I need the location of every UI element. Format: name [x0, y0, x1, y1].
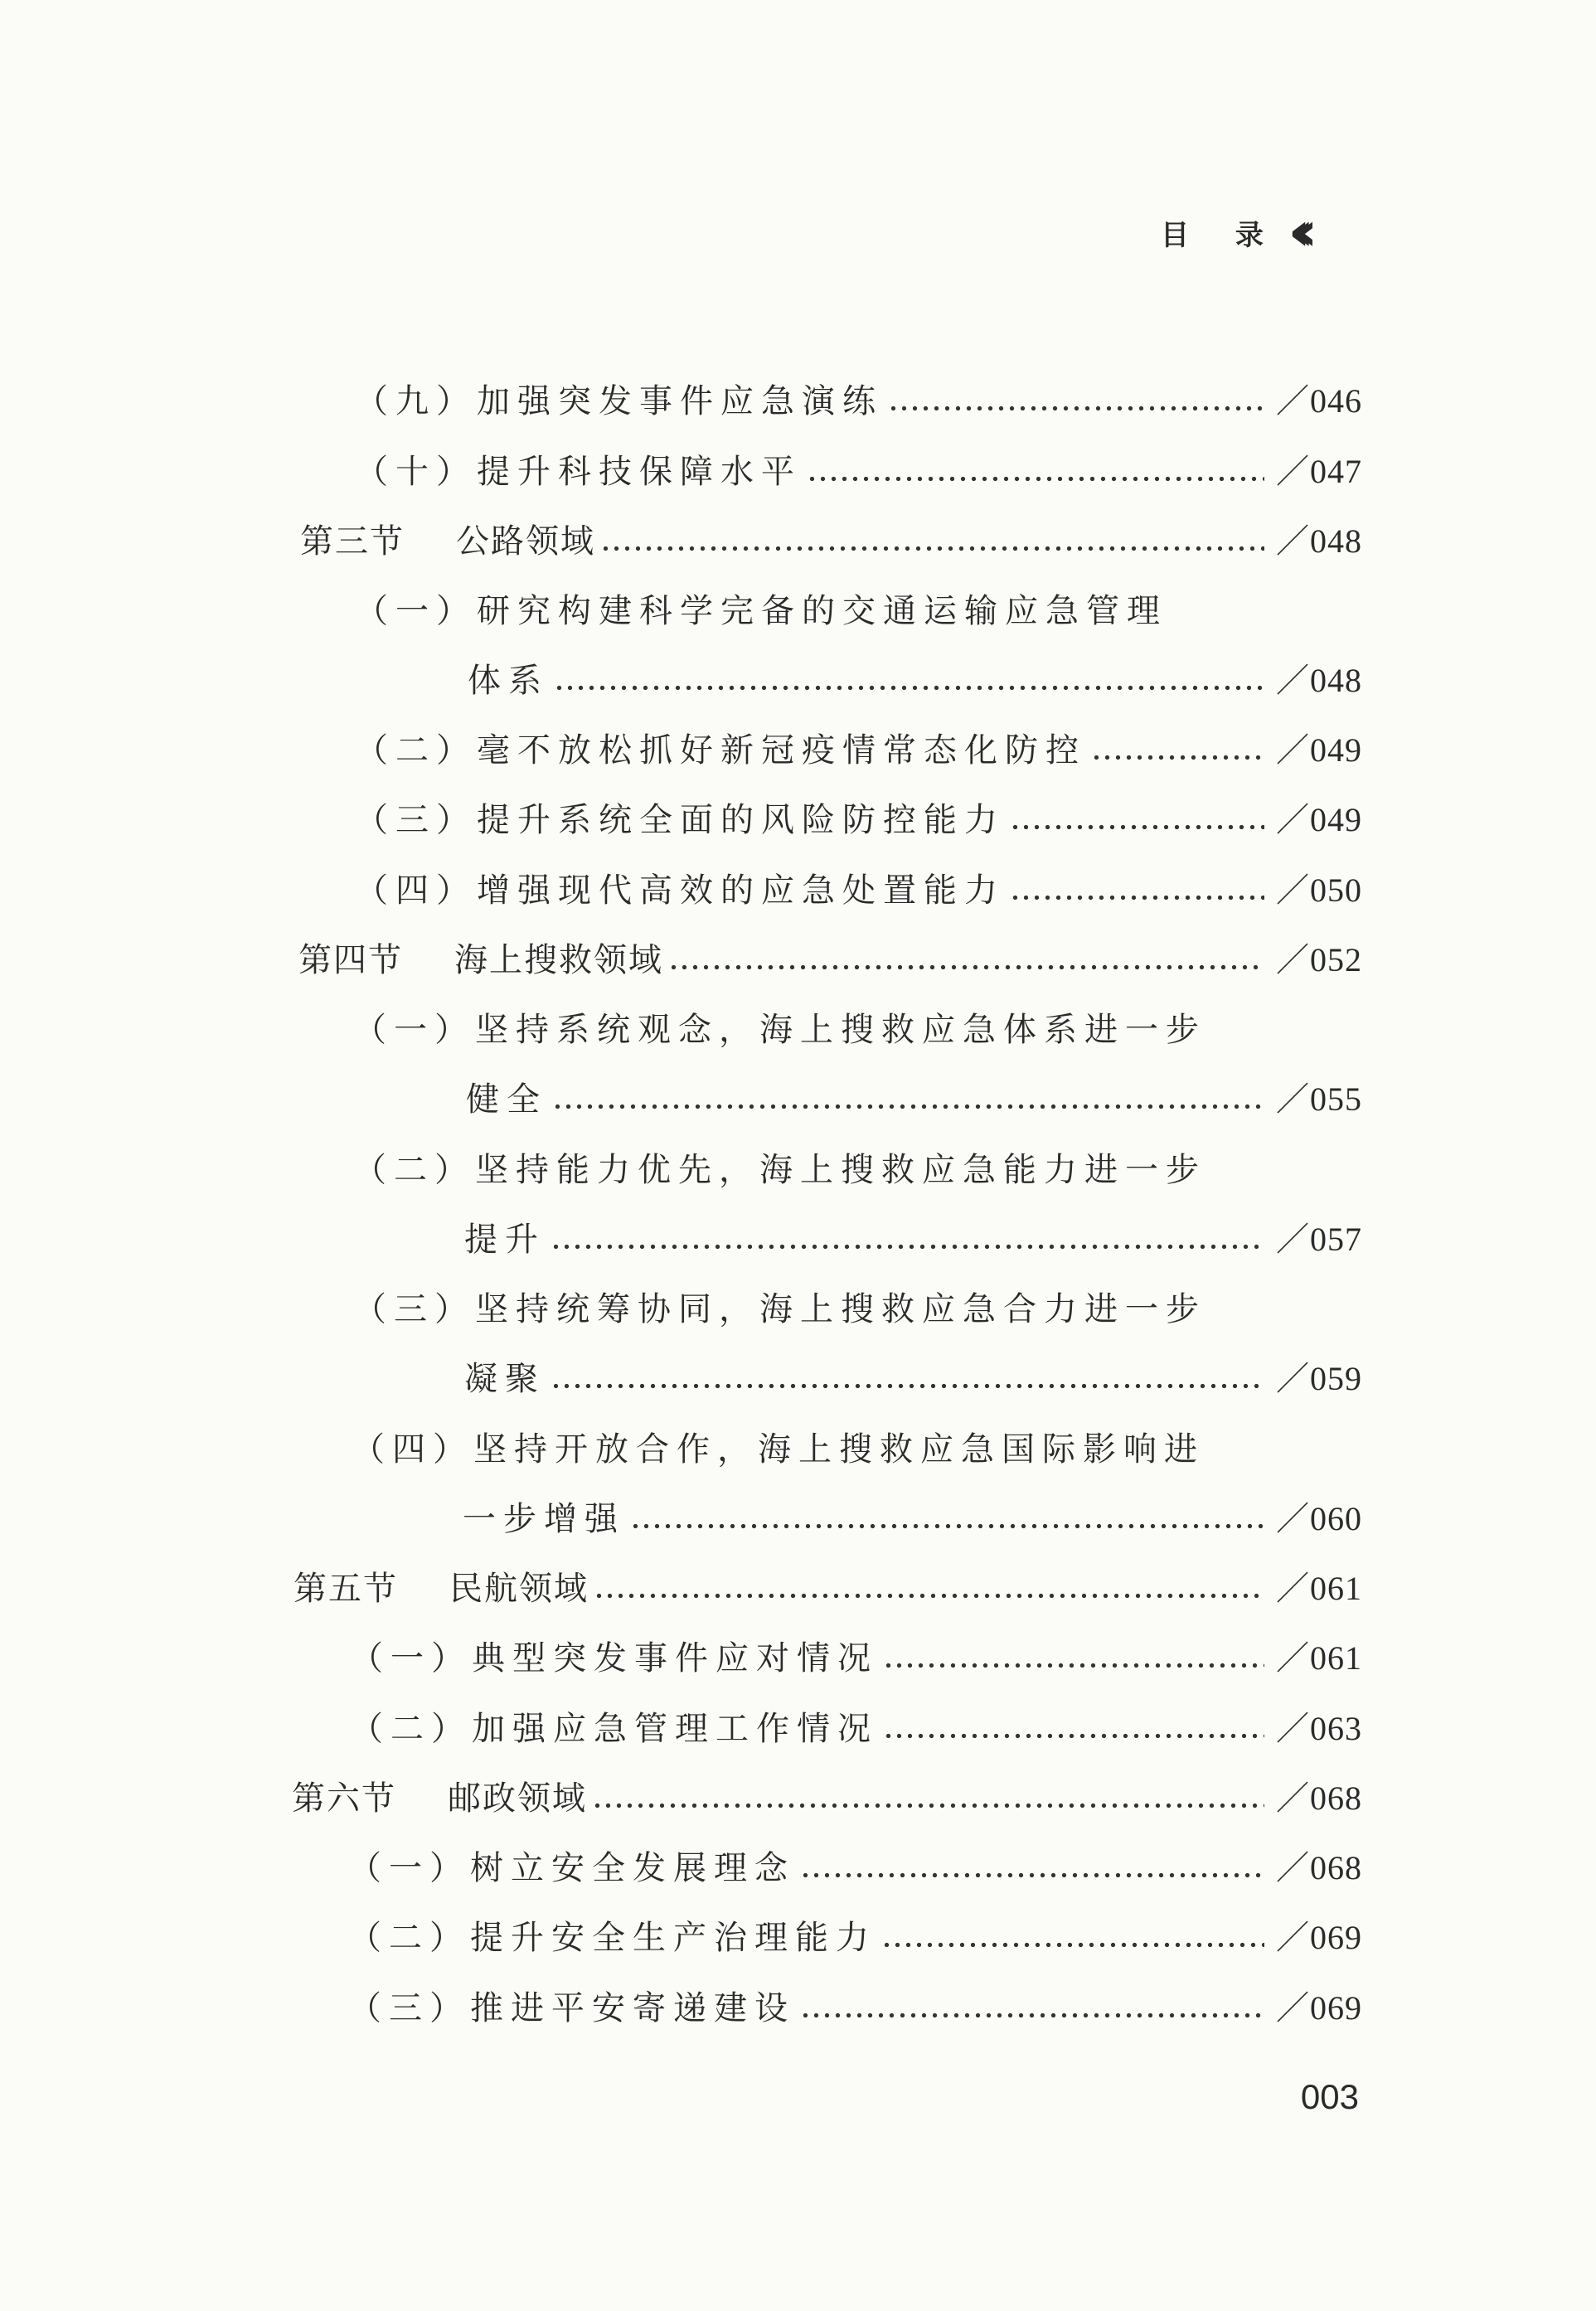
toc-entry[interactable]: [355, 442, 1362, 495]
leader-dots: [668, 940, 1264, 973]
toc-entry-continuation[interactable]: [468, 651, 1362, 704]
triple-chevron-left-icon: ‹‹‹: [1288, 201, 1299, 263]
section-number: 第六节: [292, 1779, 396, 1818]
toc-page-number: ／047: [1276, 452, 1362, 490]
toc-entry-line[interactable]: [355, 581, 1167, 634]
leader-dots: [807, 452, 1264, 485]
toc-entry-continuation[interactable]: [464, 1349, 1362, 1402]
section-number: 第五节: [293, 1569, 398, 1608]
leader-dots: [592, 1779, 1264, 1812]
toc-entry-title: （三）坚持统筹协同，海上搜救应急合力进一步: [353, 1289, 1206, 1328]
leader-dots: [883, 1639, 1264, 1672]
toc-page-number: ／049: [1276, 800, 1362, 838]
leader-dots: [594, 1569, 1264, 1602]
leader-dots: [883, 1709, 1264, 1742]
toc-page-number: ／060: [1276, 1499, 1362, 1537]
toc-page-number: ／049: [1276, 731, 1362, 769]
leader-dots: [800, 1988, 1264, 2022]
toc-page-number: ／069: [1276, 1988, 1362, 2027]
toc-entry[interactable]: [355, 721, 1362, 774]
toc-entry-line[interactable]: [352, 1420, 1205, 1473]
leader-dots: [888, 381, 1264, 415]
leader-dots: [881, 1918, 1264, 1951]
toc-entry[interactable]: [348, 1978, 1362, 2032]
toc-section[interactable]: [298, 930, 1362, 983]
toc-entry-title: （九）加强突发事件应急演练: [355, 381, 883, 420]
toc-entry-title: （四）增强现代高效的应急处置能力: [355, 871, 1005, 910]
leader-dots: [552, 1080, 1264, 1113]
toc-section[interactable]: [300, 512, 1362, 565]
toc-entry-title: （二）毫不放松抓好新冠疫情常态化防控: [355, 731, 1086, 770]
toc-entry-continuation[interactable]: [464, 1210, 1362, 1263]
toc-page-number: ／068: [1276, 1848, 1362, 1886]
toc-entry-title: （四）坚持开放合作，海上搜救应急国际影响进: [352, 1430, 1205, 1469]
toc-page-number: ／048: [1276, 661, 1362, 699]
toc-entry-title: （一）树立安全发展理念: [348, 1848, 795, 1887]
toc-section[interactable]: [293, 1559, 1362, 1612]
leader-dots: [551, 1359, 1264, 1392]
running-head-title: 目 录: [1161, 218, 1282, 252]
toc-entry[interactable]: [350, 1629, 1362, 1682]
toc-entry-title: （二）加强应急管理工作情况: [350, 1709, 878, 1748]
section-title: 海上搜救领域: [454, 940, 663, 979]
toc-page-number: ／061: [1276, 1569, 1362, 1607]
toc-page-number: ／068: [1276, 1779, 1362, 1817]
toc-entry-title: （三）推进平安寄递建设: [348, 1988, 795, 2027]
leader-dots: [630, 1499, 1264, 1532]
leader-dots: [600, 522, 1264, 555]
toc-entry[interactable]: [355, 861, 1362, 914]
toc-entry-title: （一）研究构建科学完备的交通运输应急管理: [355, 591, 1167, 630]
toc-entry[interactable]: [355, 790, 1362, 843]
toc-entry[interactable]: [348, 1838, 1362, 1891]
section-title: 邮政领域: [448, 1779, 587, 1818]
toc-entry-continuation[interactable]: [463, 1489, 1362, 1542]
toc-page-number: ／052: [1276, 940, 1362, 978]
toc-entry-title: 凝聚: [464, 1359, 546, 1398]
toc-entry-continuation[interactable]: [466, 1070, 1362, 1123]
toc-entry-line[interactable]: [353, 1140, 1206, 1193]
toc-entry-title: 一步增强: [463, 1499, 625, 1538]
leader-dots: [1091, 731, 1264, 764]
toc-entry-title: （二）坚持能力优先，海上搜救应急能力进一步: [353, 1150, 1206, 1189]
page-number: 003: [1300, 2077, 1359, 2116]
toc-section[interactable]: [292, 1769, 1362, 1822]
toc-entry-title: （一）坚持系统观念，海上搜救应急体系进一步: [353, 1010, 1206, 1049]
toc-page-number: ／050: [1276, 871, 1362, 909]
toc-entry-title: （三）提升系统全面的风险防控能力: [355, 800, 1005, 839]
toc-page-number: ／059: [1276, 1359, 1362, 1397]
section-number: 第三节: [300, 522, 405, 561]
section-number: 第四节: [298, 940, 403, 979]
toc-entry[interactable]: [348, 1908, 1362, 1961]
leader-dots: [554, 661, 1264, 694]
toc-page-number: ／061: [1276, 1639, 1362, 1677]
toc-entry-line[interactable]: [353, 1000, 1206, 1053]
section-title: 公路领域: [456, 522, 595, 561]
toc-page-number: ／048: [1276, 522, 1362, 560]
toc-page-number: ／046: [1276, 381, 1362, 420]
toc-page-number: ／069: [1276, 1918, 1362, 1956]
toc-page-number: ／063: [1276, 1709, 1362, 1747]
toc-entry-title: （十）提升科技保障水平: [355, 452, 802, 491]
leader-dots: [1010, 800, 1264, 833]
section-title: 民航领域: [449, 1569, 589, 1608]
leader-dots: [551, 1220, 1264, 1253]
toc-entry[interactable]: [355, 371, 1362, 425]
toc-entry-title: （二）提升安全生产治理能力: [348, 1918, 876, 1957]
toc-entry-line[interactable]: [353, 1279, 1206, 1333]
leader-dots: [800, 1848, 1264, 1881]
toc-entry-title: 体系: [468, 661, 549, 700]
toc-entry-title: 健全: [466, 1080, 547, 1119]
toc-page-number: ／057: [1276, 1220, 1362, 1258]
toc-entry-title: （一）典型突发事件应对情况: [350, 1639, 878, 1677]
toc-entry[interactable]: [350, 1699, 1362, 1752]
toc-page-number: ／055: [1276, 1080, 1362, 1118]
leader-dots: [1010, 871, 1264, 904]
toc-entry-title: 提升: [464, 1220, 546, 1259]
